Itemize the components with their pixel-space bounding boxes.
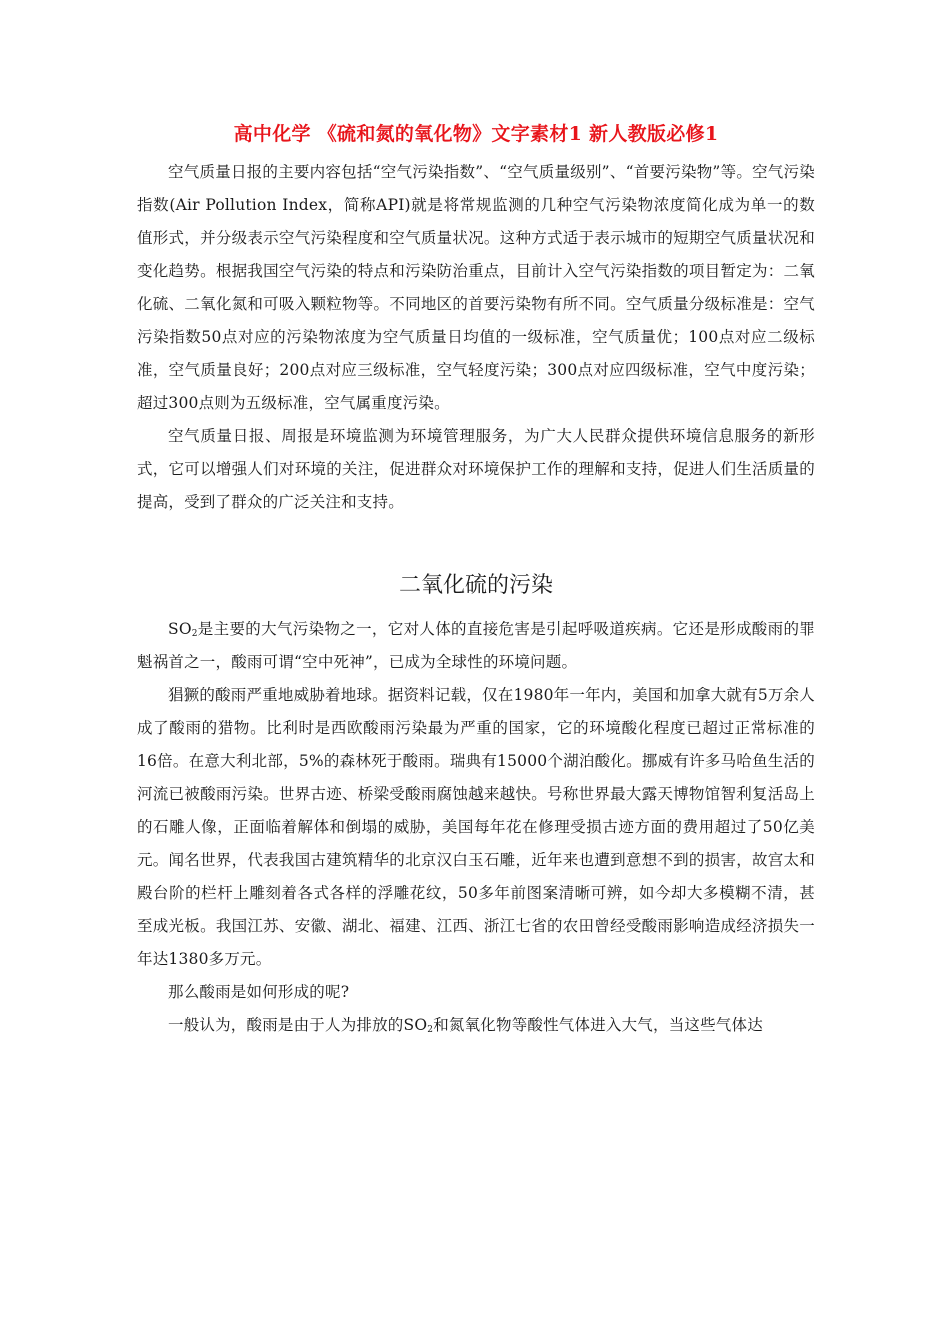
- section-paragraph-acid-rain: 猖獗的酸雨严重地威胁着地球。据资料记载，仅在1980年一年内，美国和加拿大就有5万余人成了酸雨的猎物。比利时是西欧酸雨污染最为严重的国家，它的环境酸化程度已超过正常标准的16倍。在意大利北部，5%的森林死于酸雨。瑞典有15000个湖泊酸化。挪威有许多马哈鱼生活的河流已被酸雨污染。世界古迹、桥梁受酸雨腐蚀越来越快。号称世界最大露天博物馆智利复活岛上的石雕人像，正面临着解体和倒塌的威胁，美国每年花在修理受损古迹方面的费用超过了50亿美元。闻名世界，代表我国古建筑精华的北京汉白玉石雕，近年来也遭到意想不到的损害，故宫太和殿台阶的栏杆上雕刻着各式各样的浮雕花纹，50多年前图案清晰可辨，如今却大多模糊不清，甚至成光板。我国江苏、安徽、湖北、福建、江西、浙江七省的农田曾经受酸雨影响造成经济损失一年达1380多万元。: [137, 686, 815, 968]
- document-page: [137, 118, 815, 1042]
- section-paragraph-formation: 一般认为，酸雨是由于人为排放的$SO_2$和氮氧化物等酸性气体进入大气，当这些气体达: [168, 1016, 763, 1035]
- intro-paragraph-daily-report: 空气质量日报、周报是环境监测为环境管理服务，为广大人民群众提供环境信息服务的新形式，它可以增强人们对环境的关注，促进群众对环境保护工作的理解和支持，促进人们生活质量的提高，受到了群众的广泛关注和支持。: [137, 427, 815, 511]
- intro-paragraph-api: 空气质量日报的主要内容包括“空气污染指数”、“空气质量级别”、“首要污染物”等。空气污染指数(Air Pollution Index，简称API)就是将常规监测的几种空气污染物浓度简化成为单一的数值形式，并分级表示空气污染程度和空气质量状况。这种方式适于表示城市的短期空气质量状况和变化趋势。根据我国空气污染的特点和污染防治重点，目前计入空气污染指数的项目暂定为：二氧化硫、二氧化氮和可吸入颗粒物等。不同地区的首要污染物有所不同。空气质量分级标准是：空气污染指数50点对应的污染物浓度为空气质量日均值的一级标准，空气质量优；100点对应二级标准，空气质量良好；200点对应三级标准，空气轻度污染；300点对应四级标准，空气中度污染；超过300点则为五级标准，空气属重度污染。: [137, 163, 815, 412]
- document-title: 高中化学 《硫和氮的氧化物》文字素材1 新人教版必修1: [233, 123, 719, 145]
- section-heading: 二氧化硫的污染: [398, 573, 553, 598]
- section-paragraph-so2: $SO_2$是主要的大气污染物之一，它对人体的直接危害是引起呼吸道疾病。它还是形成酸雨的罪魁祸首之一，酸雨可谓“空中死神”，已成为全球性的环境问题。: [137, 620, 815, 671]
- section-paragraph-question: 那么酸雨是如何形成的呢?: [168, 983, 350, 1001]
- formula-so2: $SO_2$: [168, 620, 198, 639]
- formula-so2: $SO_2$: [403, 1016, 434, 1035]
